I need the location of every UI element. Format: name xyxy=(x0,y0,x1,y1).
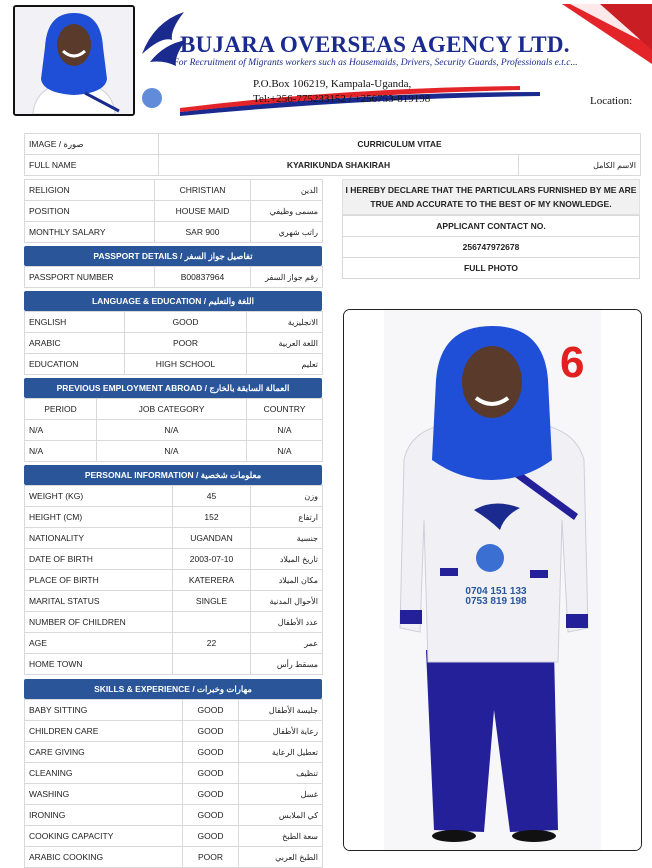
passport-number-label: PASSPORT NUMBER xyxy=(25,267,155,288)
religion-label: RELIGION xyxy=(25,180,155,201)
skills-section-header: SKILLS & EXPERIENCE / مهارات وخبرات xyxy=(24,679,322,699)
agency-name: BUJARA OVERSEAS AGENCY LTD. xyxy=(180,32,570,57)
height-label: HEIGHT (CM) xyxy=(25,507,173,528)
skill-value: GOOD xyxy=(183,742,239,763)
table-header-row xyxy=(25,399,323,420)
salary-value: SAR 900 xyxy=(155,222,251,243)
skill-label-ar: جليسة الأطفال xyxy=(239,700,323,721)
agency-tagline: For Recruitment of Migrants workers such as Housemaids, Drivers, Security Guards, Professionals e.t.c... xyxy=(173,58,578,68)
country-cell: N/A xyxy=(247,420,323,441)
contact-table xyxy=(342,215,640,279)
skill-value: GOOD xyxy=(183,721,239,742)
table-row xyxy=(25,333,323,354)
passport-number-value: B00837964 xyxy=(155,267,251,288)
english-value: GOOD xyxy=(125,312,247,333)
table-row xyxy=(25,570,323,591)
photo-number: 6 xyxy=(560,338,585,387)
marital-status-label-ar: الأحوال المدنية xyxy=(251,591,323,612)
position-label: POSITION xyxy=(25,201,155,222)
height-value: 152 xyxy=(173,507,251,528)
applicant-thumbnail xyxy=(13,5,135,116)
marital-status-value: SINGLE xyxy=(173,591,251,612)
date-of-birth-value: 2003-07-10 xyxy=(173,549,251,570)
arabic-label: ARABIC xyxy=(25,333,125,354)
table-row xyxy=(25,507,323,528)
number-of-children-label-ar: عدد الأطفال xyxy=(251,612,323,633)
english-label-ar: الانجليزية xyxy=(247,312,323,333)
skill-value: POOR xyxy=(183,847,239,868)
period-cell: N/A xyxy=(25,441,97,462)
table-row xyxy=(25,420,323,441)
english-label: ENGLISH xyxy=(25,312,125,333)
shirt-phone-1: 0704 151 133 xyxy=(465,586,527,597)
date-of-birth-label: DATE OF BIRTH xyxy=(25,549,173,570)
contact-label: APPLICANT CONTACT NO. xyxy=(343,216,640,237)
table-row xyxy=(25,742,323,763)
employment-section-header: PREVIOUS EMPLOYMENT ABROAD / العمالة السابقة بالخارج xyxy=(24,378,322,398)
skill-label: WASHING xyxy=(25,784,183,805)
shirt-phone-2: 0753 819 198 xyxy=(465,596,527,607)
table-row xyxy=(25,441,323,462)
agency-phone: Tel:+256-775233152 / +256753-819198 xyxy=(253,93,431,105)
position-value: HOUSE MAID xyxy=(155,201,251,222)
table-row xyxy=(25,222,323,243)
age-label-ar: عمر xyxy=(251,633,323,654)
skill-label-ar: رعاية الأطفال xyxy=(239,721,323,742)
passport-table xyxy=(24,266,323,288)
religion-value: CHRISTIAN xyxy=(155,180,251,201)
skill-label: COOKING CAPACITY xyxy=(25,826,183,847)
education-label: EDUCATION xyxy=(25,354,125,375)
weight-label: WEIGHT (KG) xyxy=(25,486,173,507)
full-name-value: KYARIKUNDA SHAKIRAH xyxy=(159,155,519,176)
cv-title-table xyxy=(24,133,641,176)
table-row xyxy=(25,486,323,507)
skill-value: GOOD xyxy=(183,826,239,847)
skill-label-ar: الطبخ العربي xyxy=(239,847,323,868)
weight-value: 45 xyxy=(173,486,251,507)
skill-label-ar: كي الملابس xyxy=(239,805,323,826)
table-row xyxy=(25,700,323,721)
skill-label-ar: غسل xyxy=(239,784,323,805)
position-label-ar: مسمى وظيفي xyxy=(251,201,323,222)
passport-section-header: PASSPORT DETAILS / تفاصيل جواز السفر xyxy=(24,246,322,266)
skill-label: ARABIC COOKING xyxy=(25,847,183,868)
place-of-birth-label-ar: مكان الميلاد xyxy=(251,570,323,591)
language-table xyxy=(24,311,323,375)
salary-label-ar: راتب شهري xyxy=(251,222,323,243)
employment-table xyxy=(24,398,323,462)
nationality-label-ar: جنسية xyxy=(251,528,323,549)
skill-label-ar: سعة الطبخ xyxy=(239,826,323,847)
table-row xyxy=(25,591,323,612)
full-name-label-ar: الاسم الكامل xyxy=(519,155,641,176)
declaration-text: I HEREBY DECLARE THAT THE PARTICULARS FURNISHED BY ME ARE TRUE AND ACCURATE TO THE BEST OF MY KNOWLEDGE. xyxy=(342,179,640,215)
full-photo xyxy=(343,309,642,851)
personal-section-header: PERSONAL INFORMATION / معلومات شخصية xyxy=(24,465,322,485)
skill-label: IRONING xyxy=(25,805,183,826)
education-value: HIGH SCHOOL xyxy=(125,354,247,375)
table-row xyxy=(25,784,323,805)
agency-location-label: Location: xyxy=(590,95,633,107)
table-row xyxy=(25,805,323,826)
education-label-ar: تعليم xyxy=(247,354,323,375)
weight-label-ar: وزن xyxy=(251,486,323,507)
skills-table xyxy=(24,699,323,868)
skill-label: CHILDREN CARE xyxy=(25,721,183,742)
place-of-birth-label: PLACE OF BIRTH xyxy=(25,570,173,591)
table-row xyxy=(25,354,323,375)
skill-label-ar: تنظيف xyxy=(239,763,323,784)
number-of-children-value xyxy=(173,612,251,633)
table-row xyxy=(25,763,323,784)
table-row xyxy=(25,267,323,288)
table-row xyxy=(25,826,323,847)
table-row xyxy=(25,721,323,742)
age-value: 22 xyxy=(173,633,251,654)
religion-label-ar: الدين xyxy=(251,180,323,201)
agency-po-box: P.O.Box 106219, Kampala-Uganda, xyxy=(253,78,412,90)
skill-value: GOOD xyxy=(183,700,239,721)
full-name-label: FULL NAME xyxy=(25,155,159,176)
table-row xyxy=(25,633,323,654)
arabic-value: POOR xyxy=(125,333,247,354)
table-row xyxy=(25,528,323,549)
nationality-label: NATIONALITY xyxy=(25,528,173,549)
country-cell: N/A xyxy=(247,441,323,462)
skill-label: BABY SITTING xyxy=(25,700,183,721)
passport-number-label-ar: رقم جواز السفر xyxy=(251,267,323,288)
cv-title: CURRICULUM VITAE xyxy=(159,134,641,155)
job-category-cell: N/A xyxy=(97,441,247,462)
age-label: AGE xyxy=(25,633,173,654)
country-column-header: COUNTRY xyxy=(247,399,323,420)
home-town-label-ar: مسقط رأس xyxy=(251,654,323,675)
language-section-header: LANGUAGE & EDUCATION / اللغة والتعليم xyxy=(24,291,322,311)
number-of-children-label: NUMBER OF CHILDREN xyxy=(25,612,173,633)
place-of-birth-value: KATERERA xyxy=(173,570,251,591)
table-row xyxy=(25,180,323,201)
image-label: IMAGE / صورة xyxy=(25,134,159,155)
table-row xyxy=(25,312,323,333)
personal-info-table xyxy=(24,485,323,675)
marital-status-label: MARITAL STATUS xyxy=(25,591,173,612)
period-column-header: PERIOD xyxy=(25,399,97,420)
job-category-cell: N/A xyxy=(97,420,247,441)
period-cell: N/A xyxy=(25,420,97,441)
basic-info-table xyxy=(24,179,323,243)
height-label-ar: ارتفاع xyxy=(251,507,323,528)
table-row xyxy=(25,549,323,570)
table-row xyxy=(25,654,323,675)
full-photo-label: FULL PHOTO xyxy=(343,258,640,279)
table-row xyxy=(25,612,323,633)
salary-label: MONTHLY SALARY xyxy=(25,222,155,243)
skill-value: GOOD xyxy=(183,805,239,826)
skill-label-ar: تعطيل الرعاية xyxy=(239,742,323,763)
date-of-birth-label-ar: تاريخ الميلاد xyxy=(251,549,323,570)
table-row xyxy=(25,201,323,222)
skill-value: GOOD xyxy=(183,784,239,805)
job-category-column-header: JOB CATEGORY xyxy=(97,399,247,420)
arabic-label-ar: اللغة العربية xyxy=(247,333,323,354)
home-town-value xyxy=(173,654,251,675)
contact-number: 256747972678 xyxy=(343,237,640,258)
home-town-label: HOME TOWN xyxy=(25,654,173,675)
table-row xyxy=(25,847,323,868)
skill-value: GOOD xyxy=(183,763,239,784)
nationality-value: UGANDAN xyxy=(173,528,251,549)
skill-label: CLEANING xyxy=(25,763,183,784)
skill-label: CARE GIVING xyxy=(25,742,183,763)
